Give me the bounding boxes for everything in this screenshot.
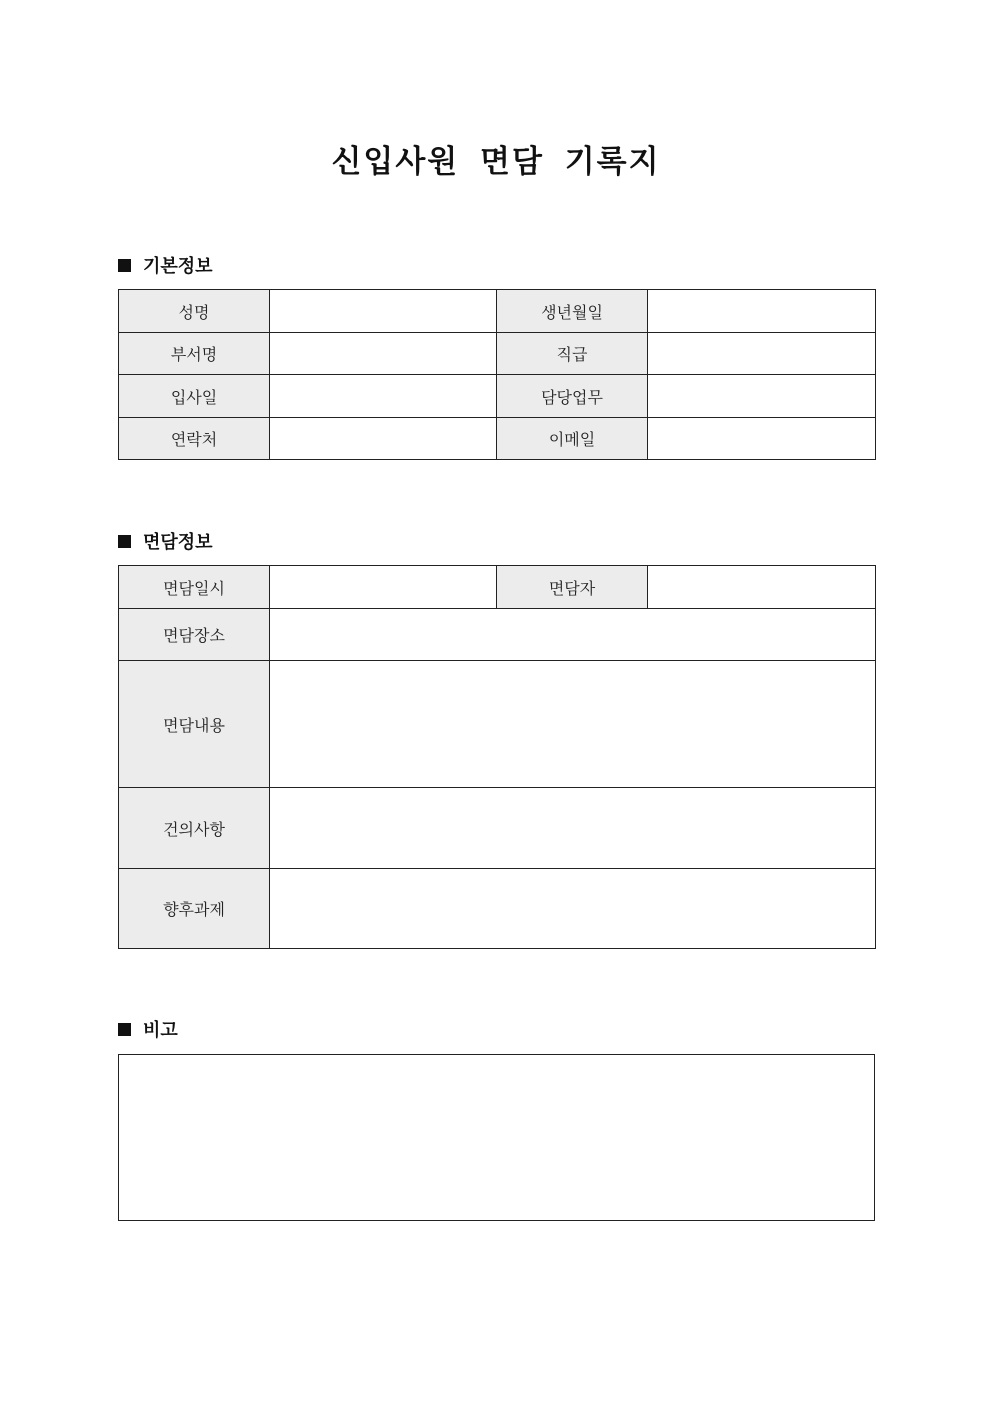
basic-info-heading-label: 기본정보 <box>143 256 213 277</box>
suggestion-field[interactable] <box>270 788 876 869</box>
table-row <box>119 566 876 609</box>
square-bullet-icon <box>118 535 131 548</box>
basic-info-heading <box>118 253 213 277</box>
interview-info-heading <box>118 529 213 553</box>
document-title: 신입사원 면담 기록지 <box>331 144 661 180</box>
position-label: 직급 <box>497 333 648 375</box>
table-row <box>119 788 876 869</box>
suggestion-label: 건의사항 <box>119 788 270 869</box>
duty-field[interactable] <box>648 375 876 418</box>
future-task-field[interactable] <box>270 869 876 949</box>
department-label: 부서명 <box>119 333 270 375</box>
interview-place-label: 면담장소 <box>119 609 270 661</box>
interview-datetime-label: 면담일시 <box>119 566 270 609</box>
birthdate-label: 생년월일 <box>497 290 648 333</box>
table-row <box>119 661 876 788</box>
email-label: 이메일 <box>497 418 648 460</box>
basic-info-table <box>118 289 876 460</box>
table-row <box>119 333 876 375</box>
square-bullet-icon <box>118 259 131 272</box>
name-field[interactable] <box>270 290 497 333</box>
department-field[interactable] <box>270 333 497 375</box>
interview-datetime-field[interactable] <box>270 566 497 609</box>
interview-info-table <box>118 565 876 949</box>
contact-field[interactable] <box>270 418 497 460</box>
interviewer-field[interactable] <box>648 566 876 609</box>
interview-place-field[interactable] <box>270 609 876 661</box>
future-task-label: 향후과제 <box>119 869 270 949</box>
table-row <box>119 375 876 418</box>
table-row <box>119 418 876 460</box>
interview-content-field[interactable] <box>270 661 876 788</box>
square-bullet-icon <box>118 1023 131 1036</box>
interviewer-label: 면담자 <box>497 566 648 609</box>
name-label: 성명 <box>119 290 270 333</box>
join-date-field[interactable] <box>270 375 497 418</box>
position-field[interactable] <box>648 333 876 375</box>
remarks-field[interactable] <box>118 1054 875 1221</box>
table-row <box>119 290 876 333</box>
table-row <box>119 609 876 661</box>
table-row <box>119 869 876 949</box>
contact-label: 연락처 <box>119 418 270 460</box>
remarks-heading <box>118 1017 178 1041</box>
birthdate-field[interactable] <box>648 290 876 333</box>
remarks-heading-label: 비고 <box>143 1020 178 1041</box>
interview-info-heading-label: 면담정보 <box>143 532 213 553</box>
join-date-label: 입사일 <box>119 375 270 418</box>
duty-label: 담당업무 <box>497 375 648 418</box>
interview-content-label: 면담내용 <box>119 661 270 788</box>
email-field[interactable] <box>648 418 876 460</box>
